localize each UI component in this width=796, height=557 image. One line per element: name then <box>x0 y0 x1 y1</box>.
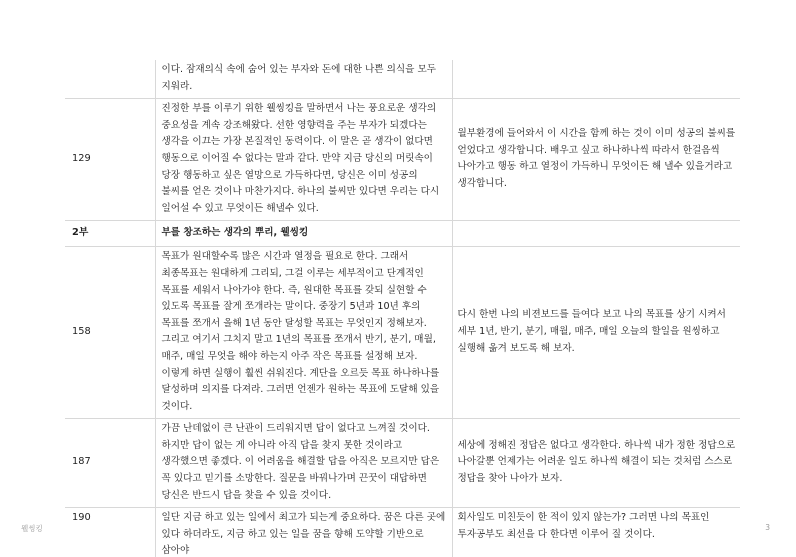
page-number-cell: 187 <box>65 419 155 508</box>
quote-cell: 가끔 난데없이 큰 난관이 드리워지면 답이 없다고 느껴질 것이다. 하지만 답이 없는 게 아니라 아직 답을 찾지 못한 것이라고 생각했으면 좋겠다. 이 어려움을 해결할 답을 아직은 모르지만 답은 꼭 있다고 믿기를 소망한다. 질문을 바꿔나가며 끈꿋이 대답하면 당신은 반드시 답을 찾을 수 있을 것이다. <box>155 419 452 508</box>
table-row <box>65 419 740 508</box>
page-number-cell: 190 <box>65 508 155 557</box>
footer-page-number: 3 <box>765 523 770 532</box>
part-title-cell: 부를 창조하는 생각의 뿌리, 웰씽킹 <box>155 221 452 247</box>
page-number-cell: 158 <box>65 247 155 419</box>
response-cell: 회사일도 미친듯이 한 적이 있지 않는가? 그러면 나의 목표인 투자공부도 최선을 다 한다면 이루어 질 것이다. <box>452 508 740 557</box>
part-heading-row <box>65 221 740 247</box>
table-row <box>65 60 740 99</box>
quote-cell: 목표가 원대할수록 많은 시간과 열정을 필요로 한다. 그래서 최종목표는 원대하게 그리되, 그걸 이루는 세부적이고 단계적인 목표를 세워서 나아가야 한다. 즉, 원대한 목표를 갖되 실현할 수 있도록 목표를 잘게 쪼개라는 말이다. 중장기 5년과 10년 후의 목표를 쪼개서 올해 1년 동안 달성할 목표는 무엇인지 정해보자. 그리고 여기서 그치지 말고 1년의 목표를 쪼개서 반기, 분기, 매월, 매주, 매일 무엇을 해야 하는지 아주 작은 목표를 설정해 보자. 이렇게 하면 실행이 훨씬 쉬워진다. 계단을 오르듯 목표 하나하나를 달성하며 의지를 다져라. 그러면 언젠가 원하는 목표에 도달해 있을 것이다. <box>155 247 452 419</box>
response-cell: 다시 한번 나의 비젼보드를 들여다 보고 나의 목표를 상기 시켜서 세부 1년, 반기, 분기, 매월, 매주, 매일 오늘의 할일을 원씽하고 실행해 옮겨 보도록 해 보자. <box>452 247 740 419</box>
response-cell <box>452 221 740 247</box>
quote-cell: 일단 지금 하고 있는 일에서 최고가 되는게 중요하다. 꿈은 다른 곳에 있다 하더라도, 지금 하고 있는 일을 꿈을 향해 도약할 기반으로 삼아야 <box>155 508 452 557</box>
table-row <box>65 508 740 557</box>
response-cell: 세상에 정해진 정답은 없다고 생각한다. 하나씩 내가 정한 정답으로 나아갈뿐 언제가는 어려운 일도 하나씩 해결이 되는 것처럼 스스로 정답을 찾아 나아가 보자. <box>452 419 740 508</box>
part-number-cell: 2부 <box>65 221 155 247</box>
response-cell: 월부환경에 들어와서 이 시간을 함께 하는 것이 이미 성공의 불씨를 얻었다고 생각합니다. 배우고 싶고 하나하나씩 따라서 한걸음씩 나아가고 행동 하고 열정이 가득하니 무엇이든 해 낼수 있을거라고 생각합니다. <box>452 99 740 221</box>
response-cell <box>452 60 740 99</box>
table-row <box>65 99 740 221</box>
page-number-cell: 129 <box>65 99 155 221</box>
quote-cell: 진정한 부를 이루기 위한 웰씽킹을 말하면서 나는 풍요로운 생각의 중요성을 계속 강조해왔다. 선한 영향력을 주는 부자가 되겠다는 생각을 이끄는 가장 본질적인 동력이다. 이 말은 곧 생각이 없다면 행동으로 이어질 수 없다는 말과 같다. 만약 지금 당신의 머릿속이 당장 행동하고 싶은 열망으로 가득하다면, 당신은 이미 성공의 불씨를 얻은 것이나 마찬가지다. 하나의 불씨만 있다면 우리는 다시 일어설 수 있고 무엇이든 해낼수 있다. <box>155 99 452 221</box>
quote-cell: 이다. 잠재의식 속에 숨어 있는 부자와 돈에 대한 나쁜 의식을 모두 지워라. <box>155 60 452 99</box>
page-number-cell <box>65 60 155 99</box>
table-row <box>65 247 740 419</box>
footer-title: 웰씽킹 <box>21 524 43 533</box>
reading-notes-table <box>65 60 740 557</box>
